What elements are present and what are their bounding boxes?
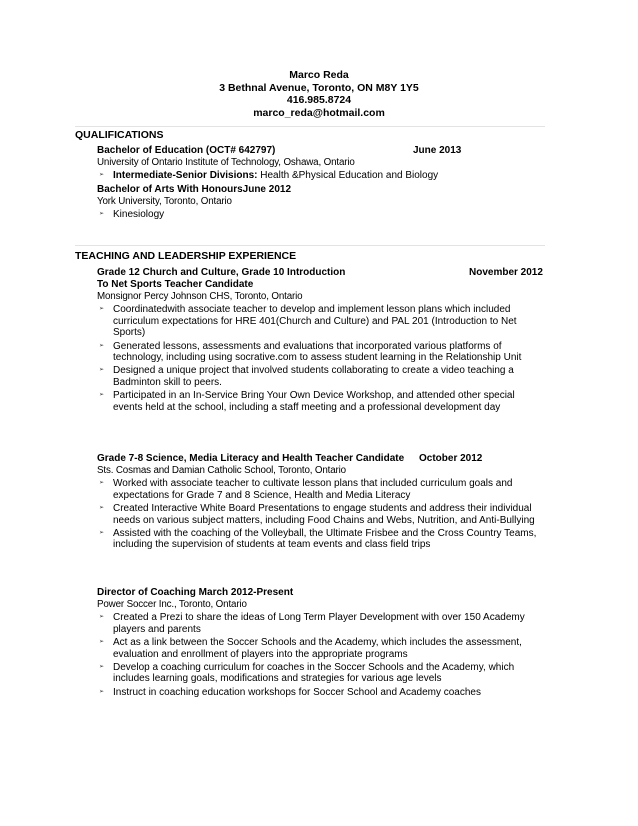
job1-org: Monsignor Percy Johnson CHS, Toronto, Ontario (97, 291, 303, 302)
ba-school: York University, Toronto, Ontario (97, 195, 232, 207)
bullet-item (97, 637, 542, 660)
job2-title: Grade 7-8 Science, Media Literacy and Health Teacher Candidate (97, 453, 405, 464)
bullet-arrow-icon: ➢ (99, 688, 105, 695)
bullet-arrow-icon: ➢ (99, 367, 105, 374)
bullet-item (97, 662, 542, 685)
job2-title-row (97, 453, 542, 465)
job1-title-row (97, 267, 542, 279)
job1-date: November 2012 (469, 267, 543, 278)
bullet-item (97, 528, 542, 551)
ba-bullet-text: Kinesiology (113, 209, 165, 221)
bullet-arrow-icon: ➢ (99, 480, 105, 487)
bullet-arrow-icon: ➢ (99, 392, 105, 399)
bullet-item (97, 341, 542, 364)
divider (75, 126, 545, 127)
qualifications-block (97, 145, 542, 223)
bullet-arrow-icon: ➢ (99, 505, 105, 512)
bullet-text: Participated in an In-Service Bring Your Own Device Workshop, and attended other special events held at the school, including a staff meeting and a professional development day (113, 390, 515, 413)
bullet-arrow-icon: ➢ (99, 211, 105, 218)
candidate-name: Marco Reda (289, 69, 349, 81)
bullet-item (97, 365, 542, 388)
bullet-text: Coordinatedwith associate teacher to develop and implement lesson plans which included curriculum expectations for HRE 401(Church and Culture) and PAL 201 (Introduction to Net Sports) (113, 304, 517, 339)
bed-degree: Bachelor of Education (OCT# 642797) (97, 145, 276, 156)
address: 3 Bethnal Avenue, Toronto, ON M8Y 1Y5 (219, 81, 419, 94)
job2-bullets (97, 478, 542, 550)
bed-bullet-text: Health &Physical Education and Biology (257, 170, 439, 182)
job3-title: Director of Coaching March 2012-Present (97, 587, 294, 598)
bed-row (97, 145, 542, 157)
bullet-item (97, 478, 542, 501)
bullet-item (97, 503, 542, 526)
bullet-text: Created a Prezi to share the ideas of Long Term Player Development with over 150 Academy players and parents (113, 612, 525, 635)
email[interactable]: marco_reda@hotmail.com (253, 106, 385, 119)
bullet-item (97, 612, 542, 635)
bullet-arrow-icon: ➢ (99, 306, 105, 313)
job1-title-cont: To Net Sports Teacher Candidate (97, 279, 254, 290)
bed-date: June 2013 (413, 145, 462, 156)
bullet-text: Develop a coaching curriculum for coaches in the Soccer Schools and the Academy, which includes learning goals, modifications and strategies for various age levels (113, 662, 515, 685)
ba-degree: Bachelor of Arts With HonoursJune 2012 (97, 183, 292, 195)
bullet-text: Worked with associate teacher to cultivate lesson plans that included curriculum goals and expectations for Grade 7 and 8 Science, Health and Media Literacy (113, 478, 513, 501)
job3-org: Power Soccer Inc., Toronto, Ontario (97, 599, 247, 610)
job3-bullets (97, 612, 542, 698)
job-sts-cosmas (97, 453, 542, 553)
bullet-arrow-icon: ➢ (99, 639, 105, 646)
bullet-arrow-icon: ➢ (99, 664, 105, 671)
bullet-arrow-icon: ➢ (99, 530, 105, 537)
job-monsignor-percy (97, 267, 542, 415)
bullet-item (97, 687, 542, 698)
bed-bullet (97, 170, 542, 181)
bed-school: University of Ontario Institute of Technology, Oshawa, Ontario (97, 157, 355, 168)
bullet-text: Generated lessons, assessments and evaluations that incorporated various platforms of technology, including using socrative.com to assess student learning in the Relationship Unit (113, 340, 522, 364)
bullet-item (97, 390, 542, 413)
bed-bullet-label: Intermediate-Senior Divisions: (113, 170, 258, 182)
job2-org: Sts. Cosmas and Damian Catholic School, Toronto, Ontario (97, 465, 346, 476)
bullet-item (97, 304, 542, 338)
ba-bullet (97, 209, 542, 220)
bullet-arrow-icon: ➢ (99, 172, 105, 179)
phone: 416.985.8724 (286, 94, 352, 107)
bullet-text: Created Interactive White Board Presentations to engage students and address their individual needs on various subject matters, including Food Chains and Webs, Nutrition, and Anti-Bullying (113, 503, 535, 526)
job-power-soccer (97, 587, 542, 700)
bullet-text: Instruct in coaching education workshops for Soccer School and Academy coaches (113, 686, 481, 698)
bullet-arrow-icon: ➢ (99, 342, 105, 349)
bullet-text: Act as a link between the Soccer Schools and the Academy, which includes the assessment, evaluation and enrollment of players into the appropriate programs (113, 637, 522, 660)
bullet-arrow-icon: ➢ (99, 614, 105, 621)
qualifications-heading: QUALIFICATIONS (75, 129, 164, 141)
divider (75, 245, 545, 246)
contact-header (0, 69, 638, 119)
job1-title: Grade 12 Church and Culture, Grade 10 Introduction (97, 267, 346, 278)
experience-heading: TEACHING AND LEADERSHIP EXPERIENCE (75, 250, 297, 262)
bullet-text: Designed a unique project that involved students collaborating to create a video teaching a Badminton skill to peers. (113, 365, 514, 388)
job2-date: October 2012 (419, 453, 483, 464)
bullet-text: Assisted with the coaching of the Volleyball, the Ultimate Frisbee and the Cross Country Teams, including the supervision of students at team events and class field trips (113, 528, 537, 551)
job1-bullets (97, 304, 542, 413)
